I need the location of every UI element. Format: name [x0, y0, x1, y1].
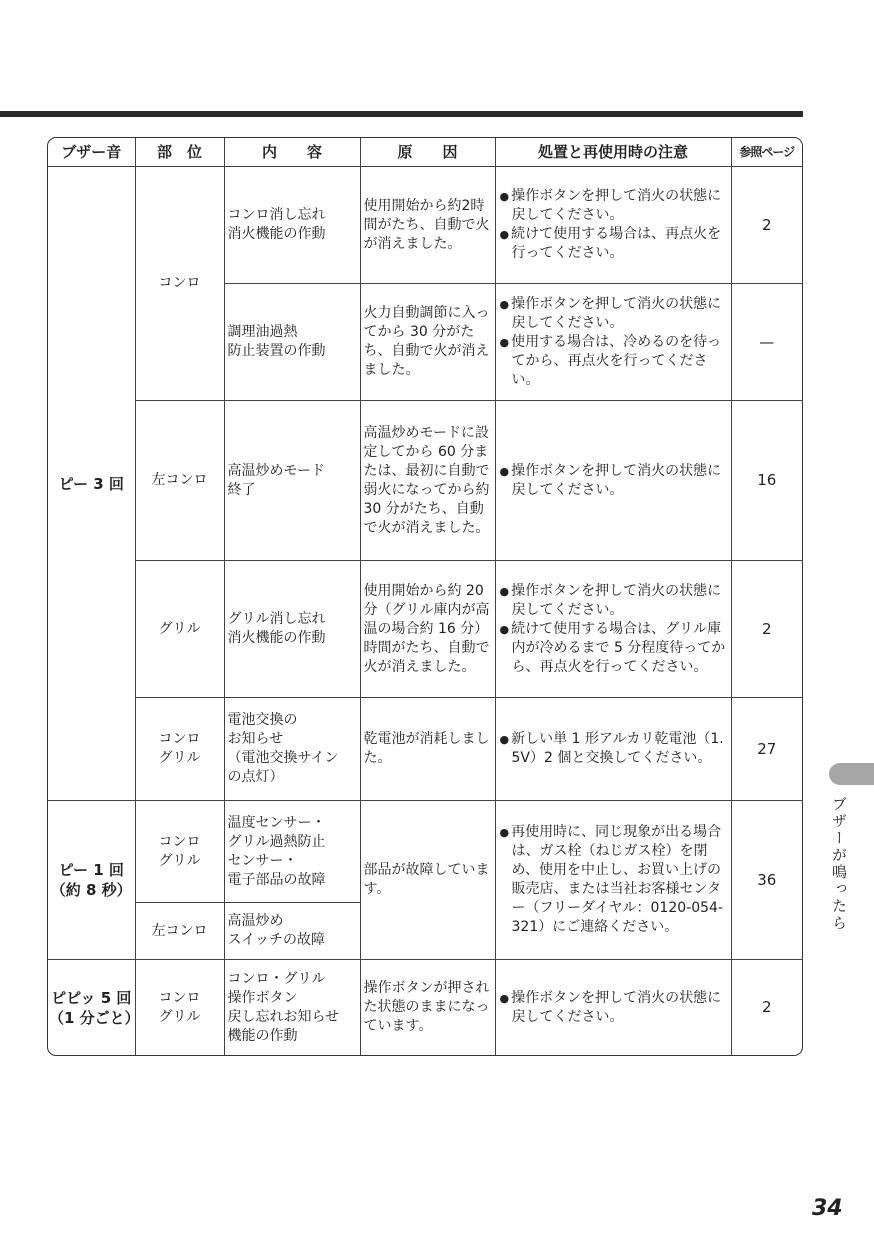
content-cell	[224, 401, 360, 561]
table-row	[48, 801, 802, 903]
cause-cell: 使用開始から約 20 分（グリル庫内が高温の場合約 16 分）時間がたち、自動で火が消えました。	[360, 561, 495, 698]
table-row	[48, 960, 802, 1055]
content-cell	[224, 561, 360, 698]
part-line: グリル	[158, 852, 201, 869]
content-line: 電池交換の	[227, 712, 298, 729]
content-line: （電池交換サイン	[227, 750, 339, 767]
buzzer-label: ピピッ 5 回	[51, 988, 132, 1007]
content-line: 終了	[227, 481, 256, 498]
content-line: 機能の作動	[227, 1027, 298, 1044]
content-line: 調理油過熱	[227, 324, 298, 341]
part-line: グリル	[158, 750, 201, 767]
action-item: ● 操作ボタンを押して消火の状態に戻してください。	[499, 462, 728, 500]
section-side-label: ブザーが鳴ったら	[830, 796, 848, 932]
content-line: センサー・	[227, 852, 298, 869]
action-cell	[495, 284, 731, 401]
action-item: ● 操作ボタンを押して消火の状態に戻してください。	[499, 187, 728, 225]
buzzer-label: ピー 3 回	[58, 474, 124, 493]
content-line: グリル消し忘れ	[227, 611, 326, 628]
action-cell	[495, 167, 731, 284]
ref-cell: 16	[731, 401, 802, 561]
ref-cell: 2	[731, 960, 802, 1055]
content-line: 消火機能の作動	[227, 630, 326, 647]
content-line: の点灯）	[227, 769, 284, 786]
cause-cell: 部品が故障しています。	[360, 801, 495, 960]
content-line: 高温炒め	[227, 913, 284, 930]
content-line: お知らせ	[227, 731, 284, 748]
cause-cell: 高温炒めモードに設定してから 60 分または、最初に自動で弱火になってから約 30 分がたち、自動で火が消えました。	[360, 401, 495, 561]
part-line: コンロ	[158, 989, 201, 1006]
part-cell: 左コンロ	[135, 401, 224, 561]
content-line: コンロ消し忘れ	[227, 207, 326, 224]
action-item: ● 操作ボタンを押して消火の状態に戻してください。	[499, 295, 728, 333]
content-cell	[224, 960, 360, 1055]
content-line: 電子部品の故障	[227, 871, 326, 888]
part-cell: 左コンロ	[135, 903, 224, 960]
action-item: ● 操作ボタンを押して消火の状態に戻してください。	[499, 989, 728, 1027]
content-line: スイッチの故障	[227, 932, 325, 949]
action-cell	[495, 561, 731, 698]
action-item: ● 使用する場合は、冷めるのを待ってから、再点火を行ってください。	[499, 333, 728, 390]
action-item: ● 再使用時に、同じ現象が出る場合は、ガス栓（ねじガス栓）を閉め、使用を中止し、お買い上げの販売店、または当社お客様センター（フリーダイヤル：0120-054-321）にご連絡ください。	[499, 823, 728, 937]
content-line: グリル過熱防止	[227, 833, 326, 850]
ref-cell: 2	[731, 561, 802, 698]
ref-cell: 36	[731, 801, 802, 960]
table-row	[48, 167, 802, 284]
ref-cell: 2	[731, 167, 802, 284]
header-ref: 参照ページ	[731, 138, 802, 167]
table-row	[48, 698, 802, 801]
content-line: 温度センサー・	[227, 814, 326, 831]
content-line: 消火機能の作動	[227, 226, 326, 243]
content-line: 操作ボタン	[227, 989, 298, 1006]
part-cell	[135, 801, 224, 903]
content-line: 防止装置の作動	[227, 343, 326, 360]
ref-cell: 27	[731, 698, 802, 801]
part-line: グリル	[158, 1008, 201, 1025]
buzzer-label: ピー 1 回	[58, 861, 124, 880]
part-cell: グリル	[135, 561, 224, 698]
table-row	[48, 561, 802, 698]
table-row	[48, 401, 802, 561]
action-cell	[495, 960, 731, 1055]
action-cell	[495, 401, 731, 561]
cause-cell: 操作ボタンが押された状態のままになっています。	[360, 960, 495, 1055]
buzzer-table-frame	[47, 137, 803, 1056]
header-action: 処置と再使用時の注意	[495, 138, 731, 167]
part-cell	[135, 698, 224, 801]
header-rule	[0, 111, 803, 117]
action-item: ● 新しい単 1 形アルカリ乾電池（1.5V）2 個と交換してください。	[499, 730, 728, 768]
cause-cell: 乾電池が消耗しました。	[360, 698, 495, 801]
section-tab-marker	[829, 763, 874, 785]
buzzer-pipi-5	[48, 960, 140, 1055]
content-line: 戻し忘れお知らせ	[227, 1008, 340, 1025]
part-cell: コンロ	[135, 167, 224, 401]
content-cell	[224, 801, 360, 903]
buzzer-sublabel: （1 分ごと）	[49, 1008, 140, 1027]
part-line: コンロ	[158, 731, 201, 748]
part-cell	[135, 960, 224, 1055]
part-line: コンロ	[158, 833, 201, 850]
ref-cell: —	[731, 284, 802, 401]
content-line: 高温炒めモード	[227, 462, 325, 479]
table-header-row	[48, 138, 802, 167]
page-number: 34	[812, 1196, 843, 1221]
header-content: 内 容	[224, 138, 360, 167]
content-cell	[224, 698, 360, 801]
buzzer-pi-3	[48, 167, 135, 801]
action-cell	[495, 801, 731, 960]
cause-cell: 火力自動調節に入ってから 30 分がたち、自動で火が消えました。	[360, 284, 495, 401]
action-item: ● 続けて使用する場合は、グリル庫内が冷めるまで 5 分程度待ってから、再点火を行ってください。	[499, 620, 728, 677]
content-line: コンロ・グリル	[227, 970, 326, 987]
header-cause: 原 因	[360, 138, 495, 167]
content-cell	[224, 284, 360, 401]
action-item: ● 操作ボタンを押して消火の状態に戻してください。	[499, 582, 728, 620]
action-item: ● 続けて使用する場合は、再点火を行ってください。	[499, 225, 728, 263]
buzzer-table	[48, 138, 802, 1055]
content-cell	[224, 903, 360, 960]
buzzer-sublabel: （約 8 秒）	[50, 881, 132, 900]
action-cell	[495, 698, 731, 801]
cause-cell: 使用開始から約2時間がたち、自動で火が消えました。	[360, 167, 495, 284]
header-buzzer: ブザー音	[48, 138, 135, 167]
header-part: 部 位	[135, 138, 224, 167]
content-cell	[224, 167, 360, 284]
buzzer-pi-1	[48, 801, 135, 960]
